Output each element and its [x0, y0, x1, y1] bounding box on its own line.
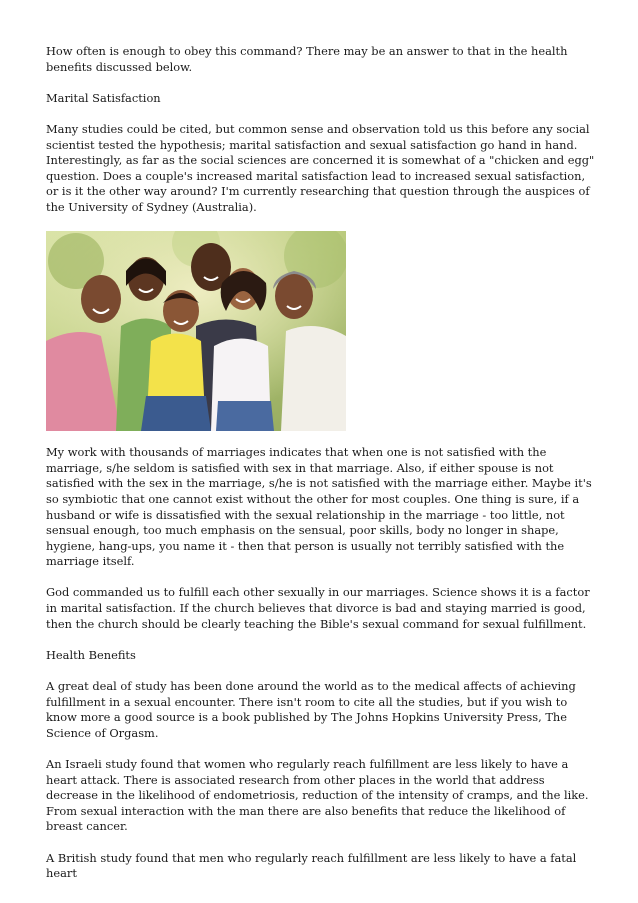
family-photo [46, 231, 346, 431]
marital-satisfaction-paragraph: Many studies could be cited, but common sense and observation told us this before any social scientist tested the hypothesis; marital satisfaction and sexual satisfaction go hand in hand. Interestingly, as far as the social sciences are concerned it is somewhat of a "chicken and egg" question. Does a couple's increased marital satisfaction lead to increased sexual satisfaction, or is it the other way around? I'm currently researching that question through the auspices of the University of Sydney (Australia). [46, 121, 595, 214]
heading-health-benefits: Health Benefits [46, 647, 136, 662]
marriages-work-paragraph: My work with thousands of marriages indicates that when one is not satisfied with the marriage, s/he seldom is satisfied with sex in that marriage. Also, if either spouse is not satisfied with the sex in the marriage, s/he is not satisfied with the marriage either. Maybe it's so symbiotic that one cannot exist without the other for most couples. One thing is sure, if a husband or wife is dissatisfied with the sexual relationship in the marriage - too little, not sensual enough, too much emphasis on the sensual, poor skills, body no longer in shape, hygiene, hang-ups, you name it - then that person is usually not terribly satisfied with the marriage itself. [46, 445, 592, 569]
british-study-paragraph: A British study found that men who regularly reach fulfillment are less likely to have a fatal heart [46, 850, 577, 881]
document-page [46, 44, 598, 897]
god-commanded-paragraph: God commanded us to fulfill each other sexually in our marriages. Science shows it is a factor in marital satisfaction. If the church believes that divorce is bad and staying married is good, then the church should be clearly teaching the Bible's sexual command for sexual fulfillment. [46, 585, 590, 631]
heading-marital-satisfaction: Marital Satisfaction [46, 90, 161, 105]
intro-paragraph: How often is enough to obey this command? There may be an answer to that in the health benefits discussed below. [46, 44, 568, 74]
study-paragraph: A great deal of study has been done around the world as to the medical affects of achieving fulfillment in a sexual encounter. There isn't room to cite all the studies, but if you wish to know more a good source is a book published by The Johns Hopkins University Press, The Science of Orgasm. [46, 679, 576, 740]
israeli-study-paragraph: An Israeli study found that women who regularly reach fulfillment are less likely to have a heart attack. There is associated research from other places in the world that address decrease in the likelihood of endometriosis, reduction of the intensity of cramps, and the like. From sexual interaction with the man there are also benefits that reduce the likelihood of breast cancer. [46, 757, 589, 834]
